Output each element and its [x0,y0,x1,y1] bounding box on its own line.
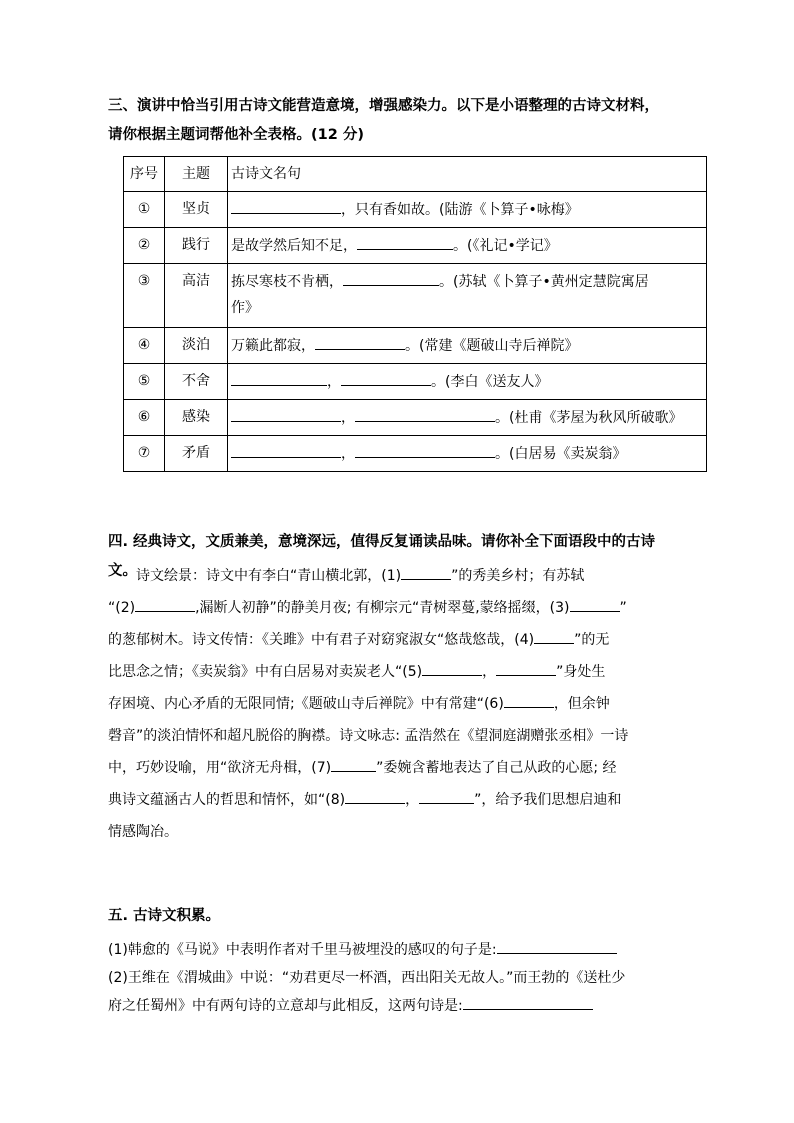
para-text: 中，巧妙设喻，用“欲济无舟楫，(7) [108,760,332,776]
answer-blank[interactable] [355,440,495,458]
row-num: ④ [124,328,165,364]
para-text: ”的无 [574,632,610,648]
row-text: 。(李白《送友人》 [431,374,549,390]
row-theme: 感染 [165,400,228,436]
header-num: 序号 [124,157,165,192]
para-line: 磬音”的淡泊情怀和超凡脱俗的胸襟。诗文咏志: 孟浩然在《望洞庭湖赠张丞相》一诗 [108,728,629,744]
answer-blank[interactable] [231,440,341,458]
table-row [124,192,707,228]
para-text: 比思念之情；《卖炭翁》中有白居易对卖炭老人“(5) [108,664,423,680]
poem-table [123,156,707,472]
answer-blank[interactable] [343,268,439,286]
row-theme: 坚贞 [165,192,228,228]
para-line [108,688,712,720]
row-num: ③ [124,264,165,328]
row-poem [228,264,707,328]
section3-heading [108,92,708,150]
answer-blank[interactable] [504,690,554,708]
section3-title-line2: 请你根据主题词帮他补全表格。(12 分) [108,127,364,143]
row-text-sep: ， [327,374,341,390]
row-text-cont: 作》 [231,300,259,316]
table-row [124,328,707,364]
answer-blank[interactable] [357,232,453,250]
para-line: 情感陶冶。 [108,824,178,840]
answer-blank[interactable] [422,658,482,676]
para-text: 诗文绘景：诗文中有李白“青山横北郭，(1) [136,568,402,584]
row-text: 。(杜甫《茅屋为秋风所破歌》 [495,410,683,426]
answer-blank[interactable] [135,594,195,612]
para-text: ， [482,664,497,680]
para-text: “(2) [108,600,136,616]
section5-title: 五. 古诗文积累。 [108,908,221,924]
question-2-line2 [108,992,712,1020]
row-theme: 淡泊 [165,328,228,364]
answer-blank[interactable] [496,658,556,676]
para-text: ，但余钟 [553,696,610,712]
para-line [108,784,712,816]
para-text: ,漏断人初静”的静美月夜; 有柳宗元“青树翠蔓,蒙络摇缀，(3) [195,600,570,616]
answer-blank[interactable] [231,196,341,214]
row-num: ② [124,228,165,264]
answer-blank[interactable] [355,404,495,422]
answer-blank[interactable] [341,368,431,386]
answer-blank[interactable] [345,786,405,804]
answer-blank[interactable] [570,594,620,612]
answer-blank[interactable] [331,754,376,772]
row-text-pre: 拣尽寒枝不肯栖， [231,274,343,290]
question-2-line1: (2)王维在《渭城曲》中说：“劝君更尽一杯酒，西出阳关无故人。”而王勃的《送杜少 [108,970,626,986]
row-poem [228,328,707,364]
row-poem [228,228,707,264]
para-line [108,624,712,656]
row-num: ① [124,192,165,228]
answer-blank[interactable] [497,936,617,954]
row-text: 。(常建《题破山寺后禅院》 [405,338,579,354]
section4-title-line1: 四. 经典诗文，文质兼美，意境深远，值得反复诵读品味。请你补全下面语段中的古诗 [108,534,656,550]
question-text: 府之任蜀州》中有两句诗的立意却与此相反，这两句诗是: [108,998,463,1014]
para-text: ”，给予我们思想启迪和 [474,792,622,808]
section4-title-line2: 文。 [108,563,137,579]
para-text: ”身处生 [556,664,606,680]
row-poem [228,400,707,436]
para-line [108,560,712,592]
answer-blank[interactable] [315,332,405,350]
answer-blank[interactable] [463,992,593,1010]
row-text-sep: ， [341,446,355,462]
row-text-sep: ， [341,410,355,426]
table-row [124,436,707,472]
row-num: ⑤ [124,364,165,400]
table-row [124,264,707,328]
row-text: 。(苏轼《卜算子•黄州定慧院寓居 [439,274,649,290]
answer-blank[interactable] [231,368,327,386]
table-row [124,400,707,436]
row-poem [228,436,707,472]
para-line [108,656,712,688]
row-theme: 矛盾 [165,436,228,472]
table-row [124,364,707,400]
table-row [124,228,707,264]
row-num: ⑥ [124,400,165,436]
header-theme: 主题 [165,157,228,192]
row-theme: 高洁 [165,264,228,328]
para-text: ”委婉含蓄地表达了自己从政的心愿; 经 [376,760,617,776]
row-poem [228,192,707,228]
answer-blank[interactable] [534,626,574,644]
para-line [108,752,712,784]
section5-questions [108,936,712,1020]
row-text-pre: 万籁此都寂， [231,338,315,354]
row-text: 。(《礼记•学记》 [453,238,558,254]
row-theme: 践行 [165,228,228,264]
section5-heading [108,902,708,931]
section4-paragraph [108,560,712,848]
question-1 [108,936,712,964]
para-text: ” [619,600,627,616]
para-text: ”的秀美乡村；有苏轼 [451,568,585,584]
answer-blank[interactable] [231,404,341,422]
para-text: 存困境、内心矛盾的无限同情;《题破山寺后禅院》中有常建“(6) [108,696,504,712]
section3-title-line1: 三、演讲中恰当引用古诗文能营造意境，增强感染力。以下是小语整理的古诗文材料， [108,98,659,114]
table-header-row [124,157,707,192]
header-poem: 古诗文名句 [228,157,707,192]
para-line [108,592,712,624]
row-num: ⑦ [124,436,165,472]
row-poem [228,364,707,400]
row-text: 。(白居易《卖炭翁》 [495,446,627,462]
row-text-pre: 是故学然后知不足， [231,238,357,254]
answer-blank[interactable] [419,786,474,804]
para-text: 典诗文蕴涵古人的哲思和情怀，如“(8) [108,792,346,808]
question-text: (1)韩愈的《马说》中表明作者对千里马被埋没的感叹的句子是: [108,942,497,958]
row-theme: 不舍 [165,364,228,400]
answer-blank[interactable] [401,562,451,580]
row-text: ，只有香如故。(陆游《卜算子•咏梅》 [341,202,579,218]
para-text: 的葱郁树木。诗文传情：《关雎》中有君子对窈窕淑女“悠哉悠哉，(4) [108,632,535,648]
para-text: ， [405,792,420,808]
